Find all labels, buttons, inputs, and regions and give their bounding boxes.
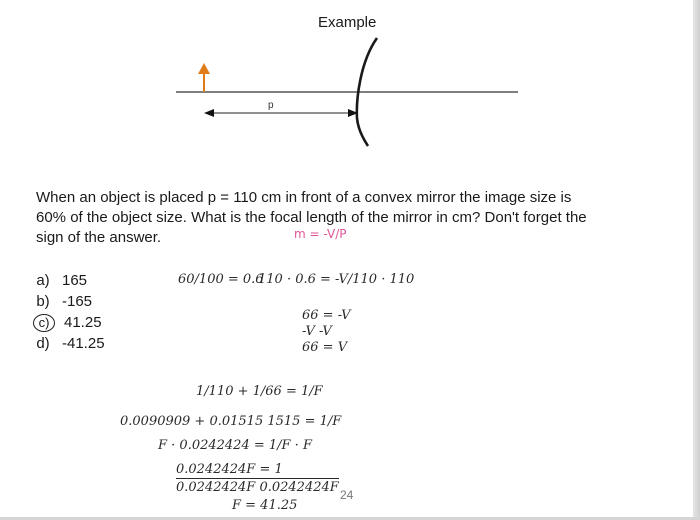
page-number: 24: [340, 488, 354, 502]
slide-title: Example: [318, 14, 377, 31]
option-d[interactable]: [30, 333, 105, 354]
work-image-distance-1: 66 = -V: [302, 308, 351, 323]
option-c-selected[interactable]: [30, 312, 105, 333]
option-value: -165: [62, 293, 93, 310]
work-decimals: 0.0090909 + 0.01515 1515 = 1/F: [120, 414, 342, 429]
option-value: 41.25: [64, 314, 102, 331]
work-multiply: F · 0.0242424 = 1/F · F: [158, 438, 312, 453]
option-a[interactable]: [30, 270, 105, 291]
work-answer: F = 41.25: [232, 498, 298, 513]
option-value: 165: [62, 272, 88, 289]
option-b[interactable]: [30, 291, 105, 312]
work-mirror-equation: 1/110 + 1/66 = 1/F: [196, 384, 323, 399]
distance-label: p: [268, 100, 274, 111]
option-letter: a): [36, 272, 50, 289]
work-divide-denominator: 0.0242424F 0.0242424F: [176, 480, 339, 495]
option-value: -41.25: [62, 335, 105, 352]
option-letter-circled: c): [33, 314, 55, 332]
work-image-distance-3: 66 = V: [302, 340, 348, 355]
object-arrow-head: [198, 63, 210, 74]
work-divide: 0.0242424F = 1: [176, 462, 283, 477]
option-letter: d): [36, 335, 50, 352]
option-letter: b): [36, 293, 50, 310]
work-ratio: 60/100 = 0.6: [178, 272, 264, 287]
work-magnification: 110 · 0.6 = -V/110 · 110: [258, 272, 415, 287]
answer-options: [30, 270, 105, 354]
distance-arrow-left-head: [204, 109, 214, 117]
magnification-hint: m = -V/P: [294, 227, 347, 241]
question-text: When an object is placed p = 110 cm in front of a convex mirror the image size is 60% of the object size. What is the focal length of the mirror in cm? Don't forget the sign of the answer.: [36, 189, 587, 246]
work-image-distance-2: -V -V: [302, 324, 332, 339]
mirror-diagram: [0, 0, 700, 160]
